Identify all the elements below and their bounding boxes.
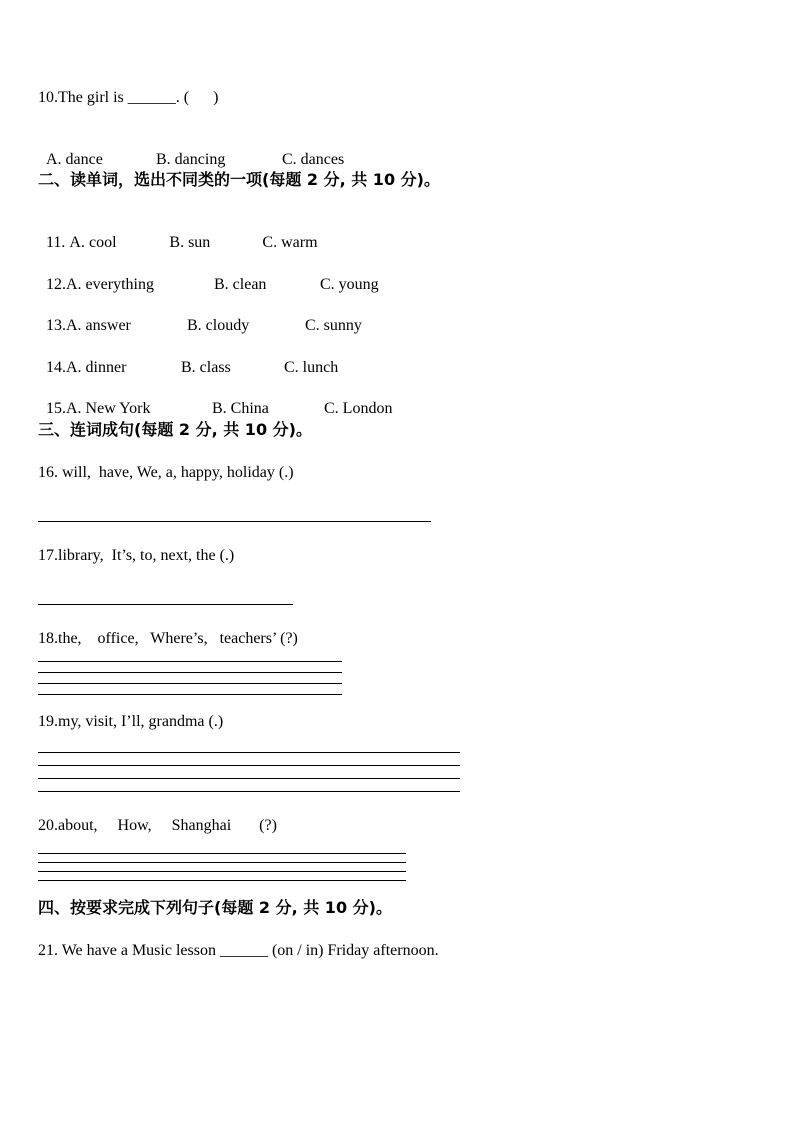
- option-c: C. warm: [262, 234, 318, 251]
- question-number: 14: [46, 359, 62, 376]
- writing-line[interactable]: [38, 672, 342, 673]
- question-number: 13: [46, 317, 62, 334]
- option-b: B. sun: [169, 234, 211, 251]
- option-c: C. dances: [282, 151, 345, 168]
- question-10-stem: 10.The girl is ______. ( ): [38, 89, 219, 106]
- option-c: C. London: [324, 400, 393, 417]
- section-2-heading: 二、读单词，选出不同类的一项(每题 2 分, 共 10 分)。: [38, 170, 440, 189]
- option-b: B. clean: [214, 276, 267, 293]
- writing-line[interactable]: [38, 683, 342, 684]
- question-number: 11: [46, 234, 62, 251]
- option-b: B. China: [212, 400, 269, 417]
- writing-line[interactable]: [38, 778, 460, 779]
- option-c: C. young: [320, 276, 379, 293]
- writing-line[interactable]: [38, 661, 342, 662]
- writing-line[interactable]: [38, 791, 460, 792]
- option-b: B. class: [181, 359, 231, 376]
- writing-line[interactable]: [38, 694, 342, 695]
- question-number: 15: [46, 400, 62, 417]
- question-11: 11. A. cool B. sun C. warm: [46, 234, 318, 251]
- question-19: 19.my, visit, I’ll, grandma (.): [38, 713, 224, 730]
- question-10-options: [38, 130, 344, 170]
- writing-line[interactable]: [38, 880, 406, 881]
- section-3-heading: 三、连词成句(每题 2 分, 共 10 分)。: [38, 420, 312, 439]
- writing-line[interactable]: [38, 871, 406, 872]
- question-21: 21. We have a Music lesson ______ (on / in) Friday afternoon.: [38, 942, 439, 959]
- writing-line[interactable]: [38, 765, 460, 766]
- option-b: B. dancing: [156, 151, 226, 168]
- question-13: 13.A. answer B. cloudy C. sunny: [46, 317, 362, 334]
- section-4-heading: 四、按要求完成下列句子(每题 2 分, 共 10 分)。: [38, 898, 392, 917]
- option-c: C. lunch: [284, 359, 339, 376]
- option-a: A. cool: [69, 234, 117, 251]
- answer-line[interactable]: [38, 521, 431, 522]
- option-a: A. answer: [66, 317, 131, 334]
- option-a: A. New York: [66, 400, 151, 417]
- question-16: 16. will, have, We, a, happy, holiday (.): [38, 464, 294, 481]
- question-14: 14.A. dinner B. class C. lunch: [46, 359, 339, 376]
- question-number: 12: [46, 276, 62, 293]
- question-20: 20.about, How, Shanghai (?): [38, 817, 277, 834]
- answer-line[interactable]: [38, 604, 293, 605]
- writing-line[interactable]: [38, 862, 406, 863]
- option-a: A. dinner: [66, 359, 127, 376]
- option-a: A. dance: [46, 151, 103, 168]
- question-15: 15.A. New York B. China C. London: [46, 400, 393, 417]
- question-17: 17.library, It’s, to, next, the (.): [38, 547, 235, 564]
- writing-line[interactable]: [38, 752, 460, 753]
- question-18: 18.the, office, Where’s, teachers’ (?): [38, 630, 298, 647]
- question-12: 12.A. everything B. clean C. young: [46, 276, 379, 293]
- writing-line[interactable]: [38, 853, 406, 854]
- option-c: C. sunny: [305, 317, 362, 334]
- option-b: B. cloudy: [187, 317, 250, 334]
- option-a: A. everything: [66, 276, 154, 293]
